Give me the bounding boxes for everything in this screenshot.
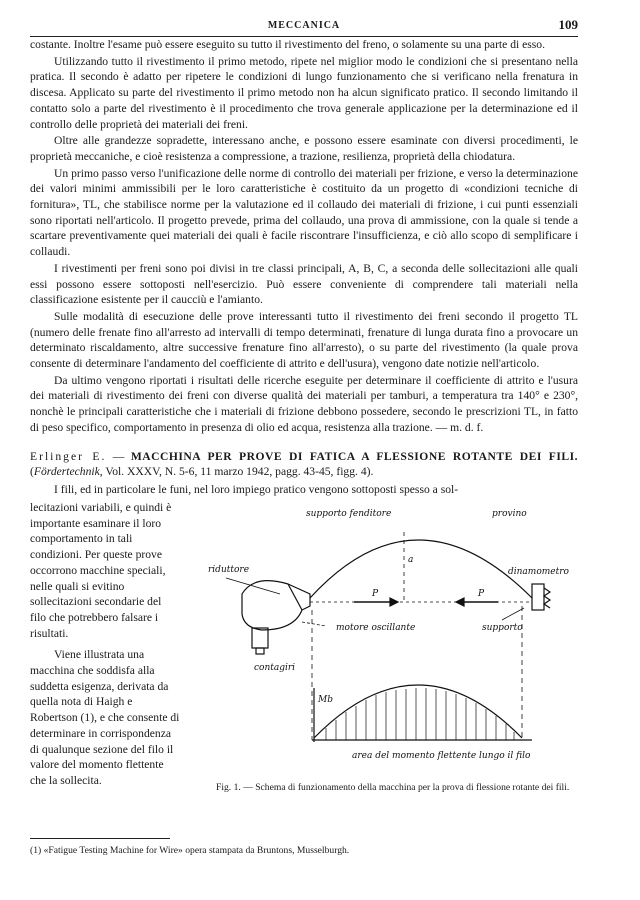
entry-title: MACCHINA PER PROVE DI FATICA A FLESSIONE ROTANTE DEI FILI. bbox=[130, 449, 579, 463]
reducer-body bbox=[242, 581, 302, 630]
column-paragraph: lecitazioni variabili, e quindi è importante esaminare il loro comportamento in tali condizioni. Per queste prove occorrono macchine speciali, nelle quali si evitino sollecitazioni secondarie del filo che potrebbero falsare i risultati. bbox=[30, 500, 172, 640]
entry-journal: Fördertechnik bbox=[33, 465, 100, 479]
caption-text: Schema di funzionamento della macchina per la prova di flessione rotante dei fili. bbox=[255, 781, 570, 793]
page bbox=[30, 14, 579, 793]
text-column bbox=[30, 500, 180, 789]
paragraph: Un primo passo verso l'unificazione delle norme di controllo dei materiali per frizione, e verso la determinazione dei valori minimi ammissibili per le loro caratteristiche è costituito da un progetto di «condizioni tecniche di fornitura», TL, che stabilisce norme per la valutazione ed il collaudo dei materiali di frizione, i cui punti essenziali sono riportati nell'articolo. Il progetto prevede, prima del collaudo, una prova di ammissione, con la quale si tende a scartare preventivamente quei materiali dei quali è facile riscontrare l'insufficienza, e ciò allo scopo di semplificare i collaudi. bbox=[30, 166, 578, 259]
footnote-rule bbox=[30, 838, 170, 839]
paragraph: Sulle modalità di esecuzione delle prove interessanti tutto il rivestimento dei freni secondo il progetto TL (numero delle frenate fino all'arresto ad intervalli di tempo determinati, frenature di lunga durata fino a provocare un determinato riscaldamento, altre successive frenature fino all'arresto), o su parte del rivestimento (la quale prova consente di determinare l'andamento del coefficiente di attrito e dell'usura), vengono date notizie nell'articolo. bbox=[30, 309, 578, 371]
column-paragraph: Viene illustrata una macchina che soddisfa alla suddetta esigenza, derivata da quella nota di Haigh e Robertson (1), e che consente di determinare in corrispondenza di qualunque sezione del filo il valore del momento flettente che la sollecita. bbox=[30, 648, 180, 787]
entry-dash: — bbox=[106, 449, 131, 463]
caption-label: Fig. 1. — bbox=[216, 781, 253, 793]
article-body bbox=[30, 37, 578, 436]
moment-curve bbox=[314, 685, 522, 738]
entry-open-paren: ( bbox=[30, 465, 34, 479]
page-header bbox=[30, 14, 578, 37]
lower-section bbox=[30, 482, 578, 793]
paragraph: Oltre alle grandezze sopradette, interessano anche, e possono essere esaminate con diversi procedimenti, le proprietà meccaniche, e cioè resistenza a compressione, a trazione, resilienza, proprietà della chiodatura. bbox=[30, 134, 578, 163]
machine-schematic bbox=[202, 502, 578, 772]
label-riduttore: riduttore bbox=[208, 564, 250, 575]
paragraph: costante. Inoltre l'esame può essere eseguito su tutto il rivestimento del freno, o solamente su una parte di esso. bbox=[30, 38, 545, 51]
label-motore-oscillante: motore oscillante bbox=[336, 622, 416, 633]
footnote: (1) «Fatigue Testing Machine for Wire» opera stampata da Bruntons, Musselburgh. bbox=[30, 845, 350, 856]
label-area-caption: area del momento flettente lungo il filo bbox=[352, 750, 531, 761]
entry-citation: , Vol. XXXV, N. 5-6, 11 marzo 1942, pagg. 43-45, figg. 4). bbox=[99, 465, 374, 479]
figure-caption bbox=[216, 782, 578, 794]
running-title: MECCANICA bbox=[267, 20, 341, 31]
bibliographic-entry bbox=[30, 449, 578, 480]
support-mount bbox=[288, 584, 310, 610]
label-provino: provino bbox=[492, 508, 527, 519]
label-supporto-fenditore: supporto fenditore bbox=[306, 508, 392, 519]
dynamometer-body bbox=[532, 584, 544, 610]
label-a: a bbox=[408, 554, 414, 565]
label-p-left: P bbox=[372, 588, 379, 599]
label-mb: Mb bbox=[318, 694, 333, 705]
paragraph: Utilizzando tutto il rivestimento il primo metodo, ripete nel miglior modo le condizioni che si presentano nella pratica. Il secondo è adatto per ripetere le condizioni di lungo funzionamento che si verificano nella frenatura in discesa. Applicato su parte del rivestimento il primo metodo non ha alcun significato pratico. Il secondo limitando il contatto solo a parte del rivestimento è il procedimento che trova generale applicazione per la determinazione ed il controllo delle proprietà dei materiali dei freni. bbox=[30, 54, 578, 131]
page-number: 109 bbox=[558, 17, 578, 32]
paragraph: I rivestimenti per freni sono poi divisi in tre classi principali, A, B, C, a seconda delle sollecitazioni alle quali essi possono essere sottoposti nell'esercizio. Può essere conveniente di comprendere tali materiali nella classificazione esistente per il caucciù e l'amianto. bbox=[30, 261, 578, 307]
counter-box bbox=[252, 628, 268, 648]
label-p-right: P bbox=[478, 588, 485, 599]
lower-first-line: I fili, ed in particolare le funi, nel loro impiego pratico vengono sottoposti spesso a sol- bbox=[54, 482, 459, 496]
wire-curve bbox=[310, 540, 532, 598]
label-dinamometro: dinamometro bbox=[508, 566, 569, 577]
figure-1 bbox=[202, 502, 578, 772]
paragraph: Da ultimo vengono riportati i risultati delle ricerche eseguite per determinare il coefficiente di attrito e l'usura dei materiali di rivestimento dei freni con diverse qualità dei materiali per tamburi, a temperatura tra 140° e 230°, nonchè le principali caratteristiche che i materiali di frizione debbono possedere, secondo le prescrizioni TL, in fatto di peso specifico, comportamento in presenza di olio ed acqua, resistenza alla trazione. — m. d. f. bbox=[30, 373, 578, 434]
label-supporto: supporto bbox=[482, 622, 523, 633]
entry-author: Erlinger E. bbox=[30, 449, 107, 463]
label-contagiri: contagiri bbox=[254, 662, 296, 673]
